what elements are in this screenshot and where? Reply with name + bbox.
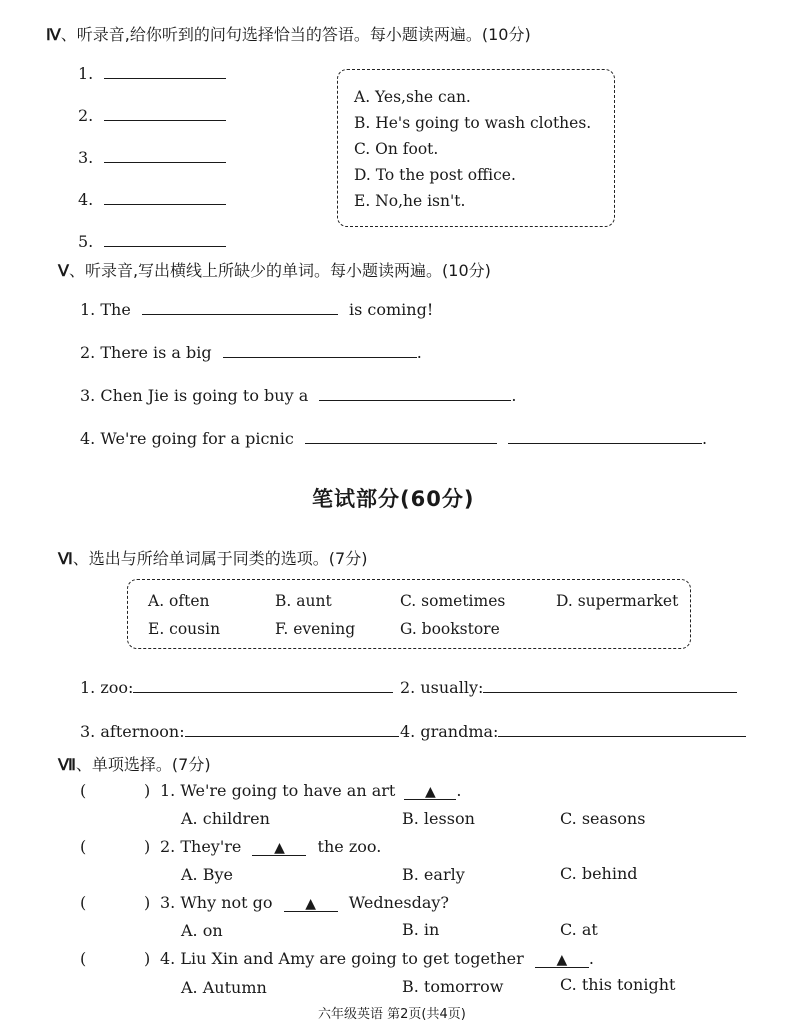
s6-options-box [127,579,691,649]
s4-answer-3 [78,148,226,167]
section-4-title-text: 、听录音,给你听到的问句选择恰当的答语。每小题读两遍。(10分) [60,25,531,44]
s4-blank-3[interactable] [104,161,226,163]
s4-answer-1 [78,64,226,83]
s5-q4-prefix: 4. We're going for a picnic [80,429,294,448]
s4-option-a: A. Yes,she can. [354,88,471,106]
s6-option-f: F. evening [275,620,356,638]
s4-number-4: 4. [78,190,94,209]
s4-option-b: B. He's going to wash clothes. [354,114,592,132]
s5-question-1 [80,300,433,319]
section-7-title-text: 、单项选择。(7分) [75,755,211,774]
section-7-title [58,752,211,775]
s5-q3-suffix: . [511,386,517,405]
s5-q1-blank[interactable] [142,313,338,315]
s7-q4-option-b: B. tomorrow [402,977,504,996]
s7-q2-option-a: A. Bye [181,865,233,884]
section-4-title [46,22,531,45]
s5-q3-blank[interactable] [319,399,511,401]
s7-q4-prefix: 4. Liu Xin and Amy are going to get together [160,949,524,968]
s7-q4-blank[interactable]: ▲ [535,953,589,968]
s7-q3-option-a: A. on [181,921,223,940]
s7-question-1 [160,781,462,800]
s6-item-3-blank[interactable] [185,735,399,737]
s6-item-1-blank[interactable] [133,691,393,693]
s7-question-4 [160,949,594,968]
s5-q3-prefix: 3. Chen Jie is going to buy a [80,386,309,405]
s7-q4-option-c: C. this tonight [560,975,676,994]
s5-q4-blank-1[interactable] [305,442,497,444]
s4-option-c: C. On foot. [354,140,439,158]
page-footer: 六年级英语 第2页(共4页) [318,1007,466,1022]
s5-q2-prefix: 2. There is a big [80,343,212,362]
section-4-roman: Ⅳ [46,27,61,44]
s7-q3-suffix: Wednesday? [348,893,449,912]
s6-option-c: C. sometimes [400,592,506,610]
s7-q1-open-paren[interactable]: ( [80,781,87,800]
s6-item-2-label: 2. usually: [400,678,484,697]
s7-q3-option-c: C. at [560,920,598,939]
s4-option-d: D. To the post office. [354,166,516,184]
s4-answer-5 [78,232,226,251]
s7-q1-prefix: 1. We're going to have an art [160,781,396,800]
s7-question-3 [160,893,449,912]
s7-q1-option-c: C. seasons [560,809,646,828]
s4-options-box [337,69,615,227]
s7-q2-close-paren: ) [144,837,151,856]
s5-q2-blank[interactable] [223,356,417,358]
s7-q1-close-paren: ) [144,781,151,800]
s6-item-2-blank[interactable] [483,691,737,693]
s4-number-3: 3. [78,148,94,167]
s6-option-g: G. bookstore [400,620,500,638]
s7-q3-option-b: B. in [402,920,440,939]
s7-q4-option-a: A. Autumn [181,978,267,997]
s5-q1-prefix: 1. The [80,300,131,319]
s4-blank-1[interactable] [104,77,226,79]
s5-question-3 [80,386,516,405]
s6-item-4 [400,722,746,741]
s4-number-2: 2. [78,106,94,125]
s5-q1-suffix: is coming! [348,300,434,319]
s7-q2-option-b: B. early [402,865,465,884]
s6-item-1 [80,678,393,697]
s7-q2-open-paren[interactable]: ( [80,837,87,856]
s7-q1-option-a: A. children [181,809,270,828]
s7-question-2 [160,837,381,856]
s4-option-e: E. No,he isn't. [354,192,466,210]
s5-q4-suffix: . [702,429,708,448]
s4-blank-4[interactable] [104,203,226,205]
s7-q1-blank[interactable]: ▲ [404,785,456,800]
s7-q3-blank[interactable]: ▲ [284,897,338,912]
s6-option-e: E. cousin [148,620,221,638]
s6-item-3-label: 3. afternoon: [80,722,185,741]
s6-item-4-blank[interactable] [498,735,746,737]
s5-q2-suffix: . [416,343,422,362]
s7-q2-blank[interactable]: ▲ [252,841,306,856]
s7-q3-close-paren: ) [144,893,151,912]
s7-q1-option-b: B. lesson [402,809,475,828]
s6-item-1-label: 1. zoo: [80,678,134,697]
s7-q3-prefix: 3. Why not go [160,893,273,912]
s7-q1-suffix: . [456,781,462,800]
s7-q3-open-paren[interactable]: ( [80,893,87,912]
section-5-title-text: 、听录音,写出横线上所缺少的单词。每小题读两遍。(10分) [68,261,491,280]
s5-question-2 [80,343,422,362]
section-6-roman: Ⅵ [58,551,73,568]
section-7-roman: Ⅶ [58,757,76,774]
s7-q4-close-paren: ) [144,949,151,968]
s4-answer-4 [78,190,226,209]
section-6-title-text: 、选出与所给单词属于同类的选项。(7分) [72,549,368,568]
s6-item-2 [400,678,737,697]
written-section-title: 笔试部分(60分) [312,487,475,511]
s5-q4-blank-2[interactable] [508,442,702,444]
s6-option-b: B. aunt [275,592,332,610]
s7-q2-suffix: the zoo. [317,837,382,856]
s6-item-4-label: 4. grandma: [400,722,499,741]
s5-question-4 [80,429,707,448]
s4-answer-2 [78,106,226,125]
s6-option-a: A. often [148,592,210,610]
s4-blank-5[interactable] [104,245,226,247]
s6-item-3 [80,722,399,741]
section-6-title [58,546,367,569]
s4-blank-2[interactable] [104,119,226,121]
s7-q4-suffix: . [588,949,594,968]
section-5-roman: Ⅴ [58,263,69,280]
s7-q4-open-paren[interactable]: ( [80,949,87,968]
s6-option-d: D. supermarket [556,592,679,610]
s7-q2-prefix: 2. They're [160,837,242,856]
section-5-title [58,258,491,281]
s7-q2-option-c: C. behind [560,864,638,883]
s4-number-1: 1. [78,64,94,83]
s4-number-5: 5. [78,232,94,251]
